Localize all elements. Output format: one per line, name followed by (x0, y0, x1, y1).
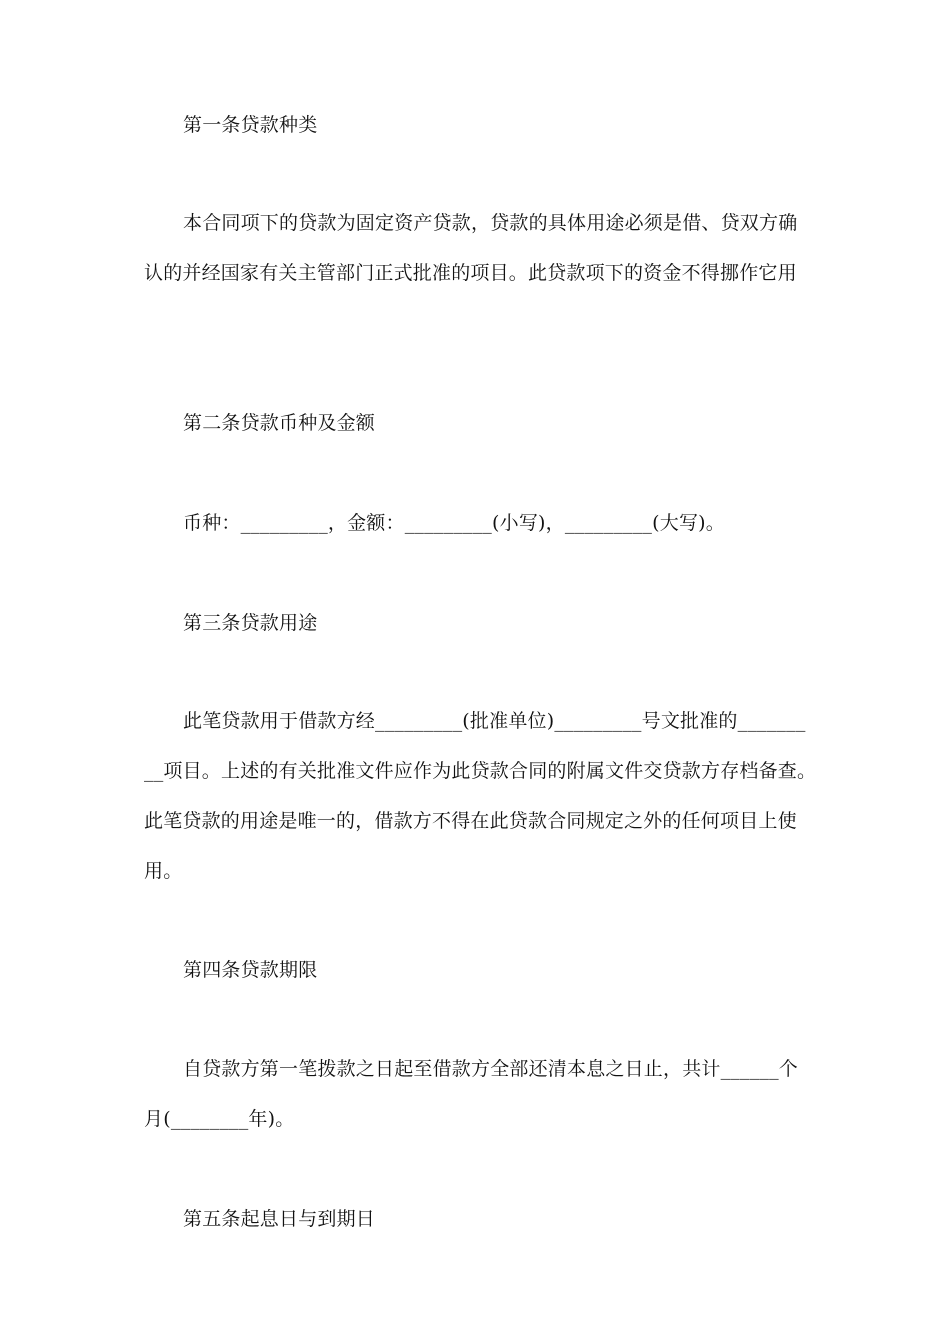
section-1-paragraph-line-2: 认的并经国家有关主管部门正式批准的项目。此贷款项下的资金不得挪作它用 (144, 262, 797, 284)
section-3-paragraph-line-4: 用。 (144, 860, 183, 882)
section-5-heading: 第五条起息日与到期日 (183, 1208, 376, 1230)
section-3-paragraph-line-1: 此笔贷款用于借款方经_________(批准单位)_________号文批准的_______ (183, 710, 806, 732)
section-4-heading: 第四条贷款期限 (183, 959, 318, 981)
section-1-paragraph-line-1: 本合同项下的贷款为固定资产贷款，贷款的具体用途必须是借、贷双方确 (183, 212, 798, 234)
section-3-paragraph-line-3: 此笔贷款的用途是唯一的，借款方不得在此贷款合同规定之外的任何项目上使 (144, 810, 797, 832)
section-4-paragraph-line-2: 月(________年)。 (144, 1108, 295, 1130)
section-1-heading: 第一条贷款种类 (183, 114, 318, 136)
section-4-paragraph-line-1: 自贷款方第一笔拨款之日起至借款方全部还清本息之日止，共计______个 (183, 1058, 799, 1080)
section-3-heading: 第三条贷款用途 (183, 612, 318, 634)
section-3-paragraph-line-2: __项目。上述的有关批准文件应作为此贷款合同的附属文件交贷款方存档备查。 (144, 760, 817, 782)
section-2-paragraph-line-1: 币种：_________，金额：_________(小写)，_________(大写)。 (183, 512, 725, 534)
section-2-heading: 第二条贷款币种及金额 (183, 412, 376, 434)
